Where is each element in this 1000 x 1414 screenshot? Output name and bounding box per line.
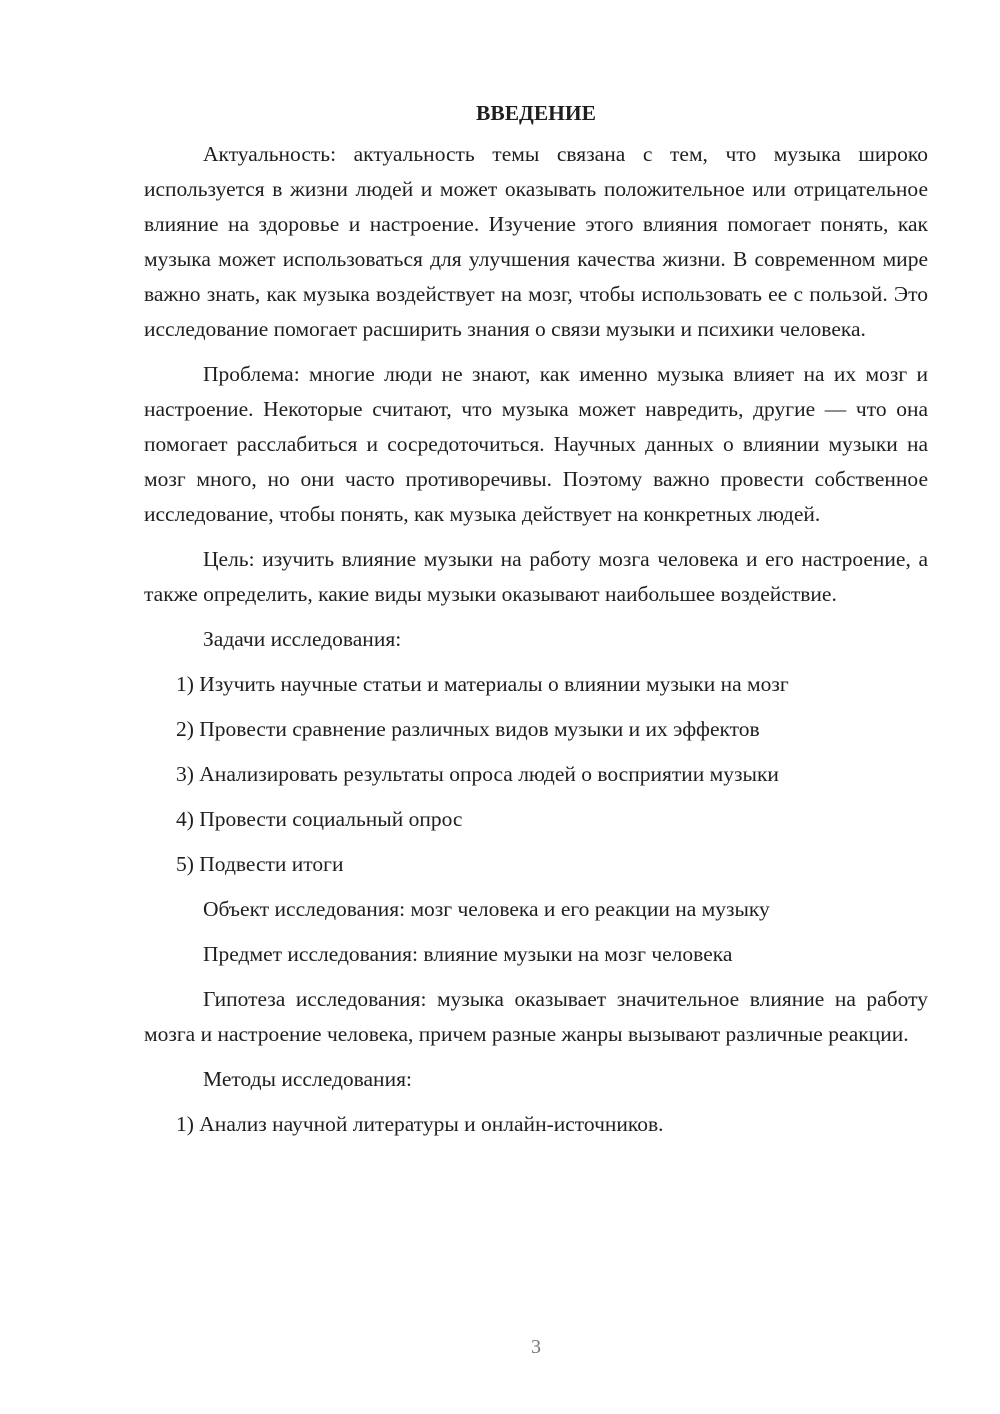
task-item-2: 2) Провести сравнение различных видов музыки и их эффектов — [176, 717, 760, 741]
relevance-paragraph: Актуальность: актуальность темы связана с тем, что музыка широко используется в жизни людей и может оказывать положительное или отрицательное влияние на здоровье и настроение. Изучение этого влияния помогает понять, как музыка может использоваться для улучшения качества жизни. В современном мире важно знать, как музыка воздействует на мозг, чтобы использовать ее с пользой. Это исследование помогает расширить знания о связи музыки и психики человека. — [144, 142, 928, 341]
task-item-5: 5) Подвести итоги — [176, 852, 344, 876]
methods-heading: Методы исследования: — [203, 1067, 412, 1091]
research-object: Объект исследования: мозг человека и его реакции на музыку — [203, 897, 770, 921]
hypothesis-paragraph: Гипотеза исследования: музыка оказывает значительное влияние на работу мозга и настроение человека, причем разные жанры вызывают различные реакции. — [144, 987, 928, 1046]
task-item-4: 4) Провести социальный опрос — [176, 807, 463, 831]
goal-paragraph: Цель: изучить влияние музыки на работу мозга человека и его настроение, а также определить, какие виды музыки оказывают наибольшее воздействие. — [144, 547, 928, 606]
task-item-3: 3) Анализировать результаты опроса людей о восприятии музыки — [176, 762, 779, 786]
task-item-1: 1) Изучить научные статьи и материалы о влиянии музыки на мозг — [176, 672, 789, 696]
research-subject: Предмет исследования: влияние музыки на мозг человека — [203, 942, 733, 966]
tasks-heading: Задачи исследования: — [203, 627, 402, 651]
page-number: 3 — [531, 1336, 541, 1358]
problem-paragraph: Проблема: многие люди не знают, как именно музыка влияет на их мозг и настроение. Некоторые считают, что музыка может навредить, другие — что она помогает расслабиться и сосредоточиться. Научных данных о влиянии музыки на мозг много, но они часто противоречивы. Поэтому важно провести собственное исследование, чтобы понять, как музыка действует на конкретных людей. — [144, 362, 928, 526]
method-item-1: 1) Анализ научной литературы и онлайн-источников. — [176, 1112, 664, 1136]
section-heading: ВВЕДЕНИЕ — [476, 101, 596, 125]
page-content — [144, 96, 928, 1152]
